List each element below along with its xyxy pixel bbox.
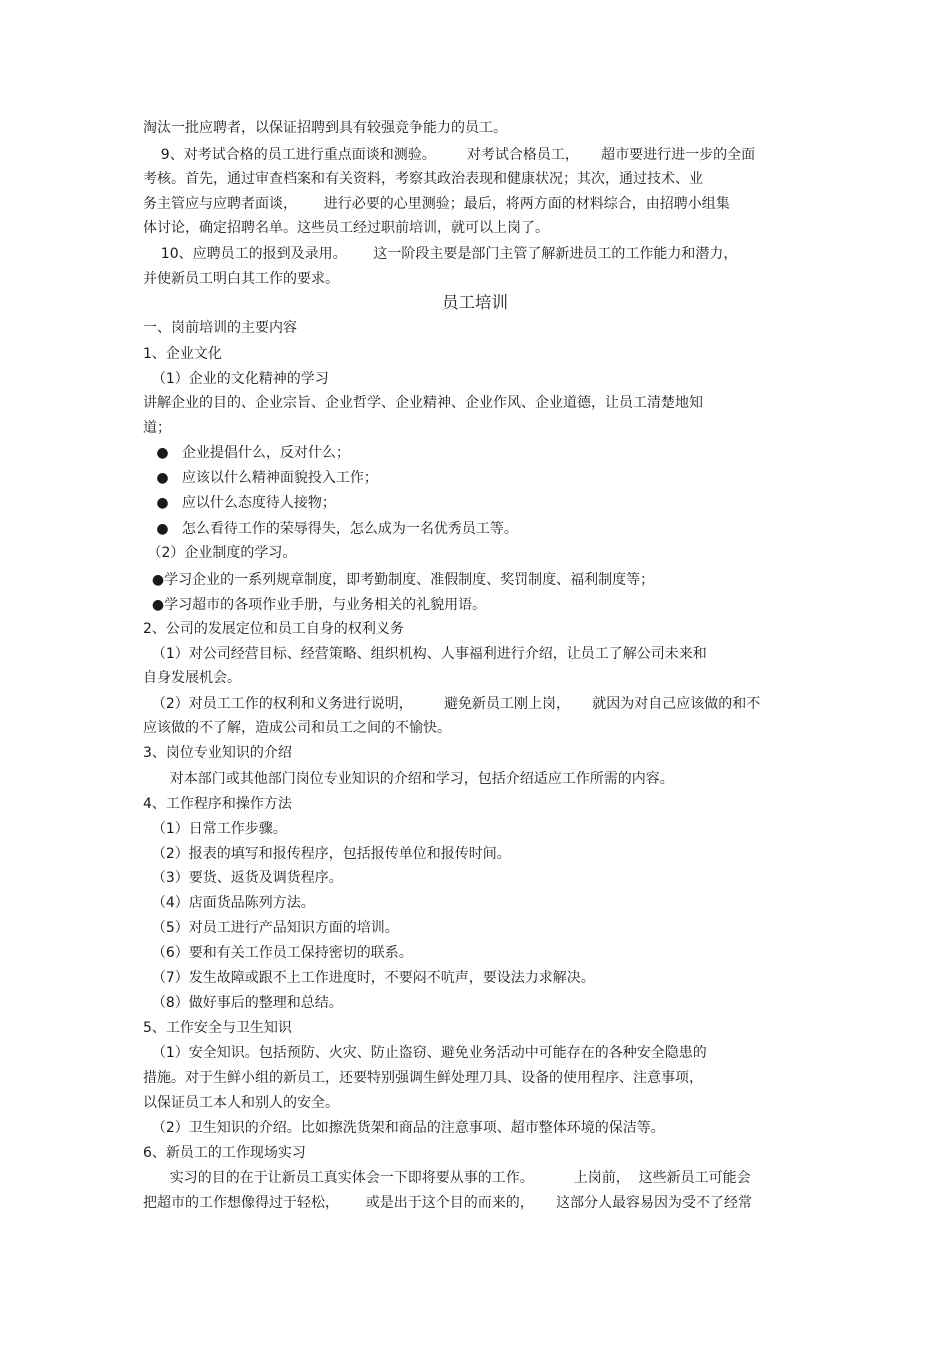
bullet-item: ● 怎么看待工作的荣辱得失，怎么成为一名优秀员工等。 <box>143 521 518 537</box>
list-item: （1）日常工作步骤。 <box>143 821 287 837</box>
list-item: （3）要货、返货及调货程序。 <box>143 870 343 886</box>
text-line: 以保证员工本人和别人的安全。 <box>143 1095 339 1111</box>
bullet-item: ●学习超市的各项作业手册，与业务相关的礼貌用语。 <box>143 597 487 613</box>
text-line: 道； <box>143 420 171 436</box>
heading-line: 3、岗位专业知识的介绍 <box>143 745 292 761</box>
text-line: 把超市的工作想像得过于轻松， 或是出于这个目的而来的， 这部分人最容易因为受不了经常 <box>143 1195 752 1211</box>
text-line: （1）安全知识。包括预防、火灾、防止盗窃、避免业务活动中可能存在的各种安全隐患的 <box>143 1045 707 1061</box>
text-line: （2）对员工工作的权利和义务进行说明， 避免新员工刚上岗， 就因为对自己应该做的和不 <box>143 696 761 712</box>
list-item: （6）要和有关工作员工保持密切的联系。 <box>143 945 413 961</box>
text-line: 10、应聘员工的报到及录用。 这一阶段主要是部门主管了解新进员工的工作能力和潜力， <box>143 246 738 262</box>
heading-line: 6、新员工的工作现场实习 <box>143 1145 306 1161</box>
heading-line: 5、工作安全与卫生知识 <box>143 1020 292 1036</box>
text-line: （1）企业的文化精神的学习 <box>143 371 329 387</box>
text-line: 讲解企业的目的、企业宗旨、企业哲学、企业精神、企业作风、企业道德，让员工清楚地知 <box>143 395 703 411</box>
bullet-item: ● 企业提倡什么，反对什么； <box>143 445 350 461</box>
heading-line: 4、工作程序和操作方法 <box>143 796 292 812</box>
text-line: 体讨论，确定招聘名单。这些员工经过职前培训，就可以上岗了。 <box>143 220 549 236</box>
text-line: 考核。首先，通过审查档案和有关资料，考察其政治表现和健康状况；其次，通过技术、业 <box>143 171 703 187</box>
text-line: 措施。对于生鲜小组的新员工，还要特别强调生鲜处理刀具、设备的使用程序、注意事项， <box>143 1070 703 1086</box>
section-title: 员工培训 <box>442 293 508 312</box>
text-line: （2）企业制度的学习。 <box>143 545 297 561</box>
text-line: 实习的目的在于让新员工真实体会一下即将要从事的工作。 上岗前， 这些新员工可能会 <box>143 1170 751 1186</box>
bullet-item: ● 应该以什么精神面貌投入工作； <box>143 470 378 486</box>
bullet-item: ● 应以什么态度待人接物； <box>143 495 336 511</box>
text-line: 务主管应与应聘者面谈， 进行必要的心里测验；最后，将两方面的材料综合，由招聘小组集 <box>143 196 730 212</box>
list-item: （4）店面货品陈列方法。 <box>143 895 315 911</box>
text-line: 淘汰一批应聘者，以保证招聘到具有较强竞争能力的员工。 <box>143 120 507 136</box>
heading-line: 1、企业文化 <box>143 346 222 362</box>
heading-line: 2、公司的发展定位和员工自身的权利义务 <box>143 621 404 637</box>
text-line: 9、对考试合格的员工进行重点面谈和测验。 对考试合格员工， 超市要进行进一步的全面 <box>143 147 756 163</box>
bullet-item: ●学习企业的一系列规章制度，即考勤制度、准假制度、奖罚制度、福利制度等； <box>143 572 655 588</box>
text-line: 自身发展机会。 <box>143 670 241 686</box>
text-line: 并使新员工明白其工作的要求。 <box>143 271 339 287</box>
list-item: （8）做好事后的整理和总结。 <box>143 995 343 1011</box>
text-line: （2）卫生知识的介绍。比如擦洗货架和商品的注意事项、超市整体环境的保洁等。 <box>143 1120 665 1136</box>
text-line: 应该做的不了解，造成公司和员工之间的不愉快。 <box>143 720 451 736</box>
heading-line: 一、岗前培训的主要内容 <box>143 320 297 336</box>
text-line: （1）对公司经营目标、经营策略、组织机构、人事福利进行介绍，让员工了解公司未来和 <box>143 646 707 662</box>
list-item: （7）发生故障或跟不上工作进度时，不要闷不吭声，要设法力求解决。 <box>143 970 595 986</box>
text-line: 对本部门或其他部门岗位专业知识的介绍和学习，包括介绍适应工作所需的内容。 <box>143 771 674 787</box>
list-item: （5）对员工进行产品知识方面的培训。 <box>143 920 399 936</box>
list-item: （2）报表的填写和报传程序，包括报传单位和报传时间。 <box>143 846 511 862</box>
